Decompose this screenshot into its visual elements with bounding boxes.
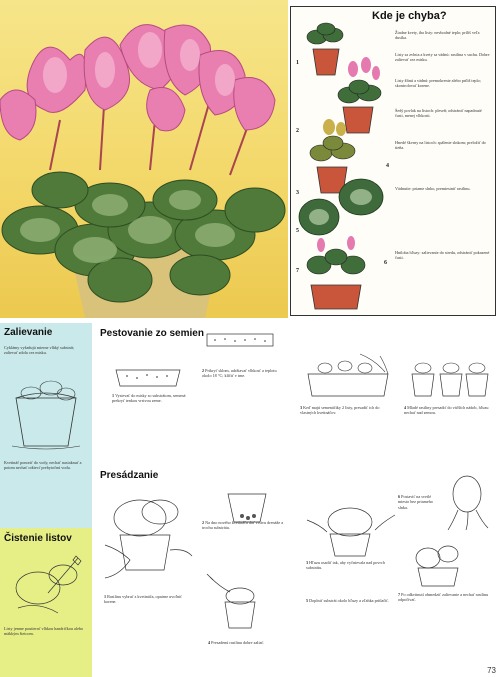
- seed-section-title: Pestovanie zo semien: [100, 328, 204, 339]
- cyclamen-photo: [0, 0, 288, 318]
- wrong-item-number: 7: [296, 268, 299, 274]
- seedling-transplant-illustration: [300, 352, 395, 400]
- transplant-step-text: 4 Presadenú rastlinu dobre zaliať.: [208, 640, 265, 645]
- wrong-item-number: 1: [296, 60, 299, 66]
- transplant-step-text: 1 Rastlinu vybrať z kvetináča, opatrne uvoľniť korene.: [104, 594, 183, 605]
- watering-illustration: [6, 378, 86, 453]
- young-plants-pots-illustration: [404, 356, 494, 398]
- leaf-cleaning-text: Listy jemne poutierať vlhkou handričkou alebo mäkkým štetcom.: [4, 626, 84, 637]
- transplant-step-text: 7 Po odkvitnutí obmedziť zalievanie a nechať rastlinu odpočívať.: [398, 592, 489, 603]
- watering-text: Kvetináč ponoriť do vody, nechať nasiaknuť a potom nechať odtiecť prebytočnú vodu.: [4, 460, 82, 471]
- wrong-item-text: Hniloba hľuzy: zalievanie do stredu, odstrániť pokazené časti.: [395, 250, 490, 261]
- watering-intro: Cyklámy vyžadujú mierne vlhký substrát; zalievať zdola cez misku.: [4, 345, 75, 356]
- seed-tray-illustration: [112, 362, 184, 390]
- watering-can-illustration: [205, 572, 275, 632]
- tuber-roots-illustration: [438, 470, 496, 532]
- seed-packet-illustration: [205, 330, 275, 350]
- transplant-step-text: 6 Postaviť na svetlé miesto bez priameho slnka.: [398, 494, 433, 510]
- wrong-item-number: 4: [386, 163, 389, 169]
- resting-plant-illustration: [398, 540, 494, 588]
- page-number: 73: [487, 666, 496, 675]
- wrong-item-number: 6: [384, 260, 387, 266]
- cyclamen-illustration: [0, 0, 288, 318]
- transplant-step-text: 5 Doplniť substrát okolo hľuzy a zľahka pritlačiť.: [306, 598, 390, 603]
- seed-step-text: 2 Prikryť sklom, udržiavať vlhkosť a teplotu okolo 18 °C; klíčiť v tme.: [202, 368, 277, 379]
- wrong-item-text: Vädnutie: priame slnko, premiestniť rastlinu.: [395, 186, 471, 191]
- transplant-section-title: Presádzanie: [100, 470, 159, 481]
- wrong-item-text: Šedý povlak na listoch: pleseň; odstrániť napadnuté časti, menej vlhkosti.: [395, 108, 482, 119]
- seed-step-text: 4 Mladé rastliny presadiť do väčších nádob, hľuzu nechať nad zemou.: [404, 405, 489, 416]
- seed-step-text: 1 Vysievať do misky so substrátom, semená prekryť tenkou vrstvou zeme.: [112, 393, 186, 404]
- wrong-item-number: 5: [296, 228, 299, 234]
- leaf-cleaning-title: Čistenie listov: [4, 533, 72, 544]
- wrong-item-text: Žiadne kvety, iba listy: nevhodné teplo; príliš veľa dusíka.: [395, 30, 480, 41]
- leaf-cleaning-illustration: [8, 553, 84, 619]
- transplant-step-text: 3 Hľuzu osadiť tak, aby vyčnievala nad povrch substrátu.: [306, 560, 385, 571]
- seed-step-text: 3 Keď majú semenáčiky 2 listy, presadiť ich do vlastných kvetináčov.: [300, 405, 380, 416]
- repotting-hands-illustration: [305, 500, 397, 558]
- wrong-item-text: Listy žltnú a vädnú: premokrenie alebo príliš teplo; skontrolovať korene.: [395, 78, 481, 89]
- wrong-item-text: Listy sa zvlnia a kvety sa vädnú: rastlina v suchu. Dobre zalievať cez misku.: [395, 52, 490, 63]
- transplant-step-text: 2 Na dno nového kvetináča dať vrstvu drenáže a trochu substrátu.: [202, 520, 284, 531]
- plant-removal-illustration: [100, 490, 195, 590]
- wrong-item-number: 2: [296, 128, 299, 134]
- wrong-item-text: Hnedé škvrny na listoch: spálenie slnkom; preložiť do tieňa.: [395, 140, 486, 151]
- troubleshooting-title: Kde je chyba?: [372, 10, 447, 22]
- watering-title: Zalievanie: [4, 327, 53, 338]
- wrong-item-number: 3: [296, 190, 299, 196]
